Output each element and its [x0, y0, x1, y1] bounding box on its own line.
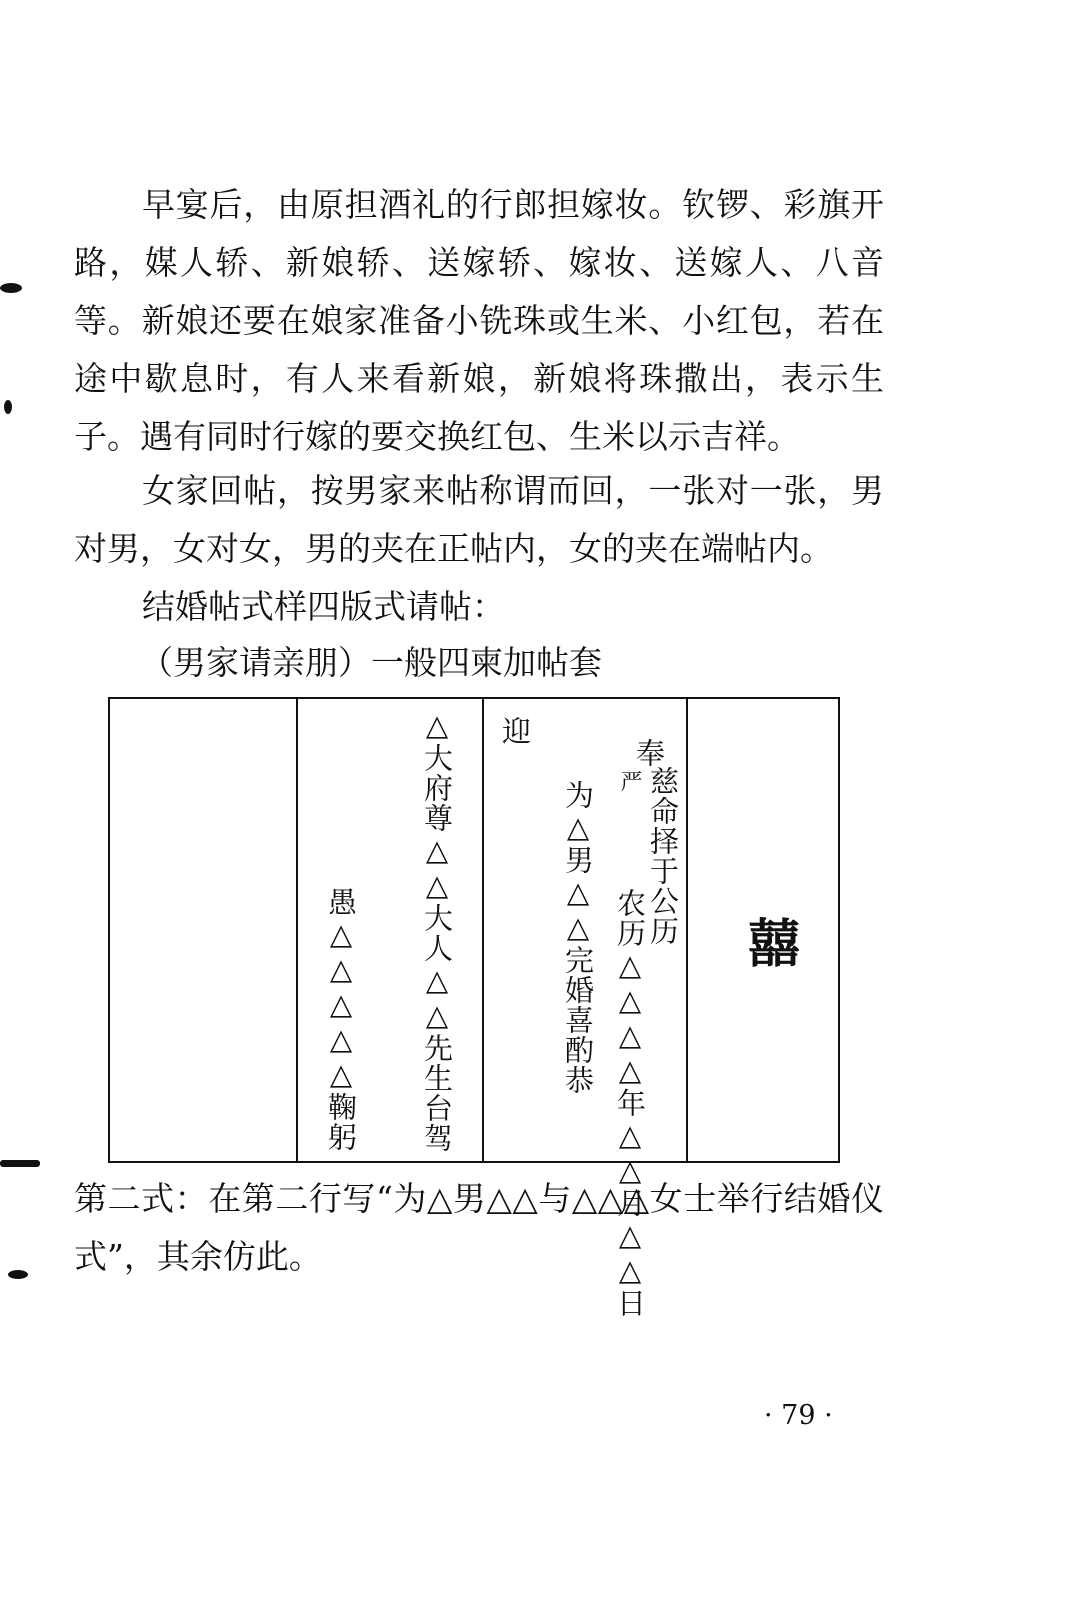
- paragraph-card-subheading: （男家请亲朋）一般四柬加帖套: [140, 643, 602, 682]
- card-divider: [482, 699, 484, 1161]
- card-column-guest: △大府尊△△大人△△先生台驾: [420, 708, 454, 1153]
- paragraph-wedding-procession: 早宴后，由原担酒礼的行郎担嫁妆。钦锣、彩旗开路，媒人轿、新娘轿、送嫁轿、嫁妆、送嫁人、八音等。新娘还要在娘家准备小铣珠或生米、小红包，若在途中歇息时，有人来看新娘，新娘将珠撒出，表示生子。遇有同时行嫁的要交换红包、生米以示吉祥。: [74, 185, 884, 456]
- paragraph-reply-card: 女家回帖，按男家来帖称谓而回，一张对一张，男对男，女对女，男的夹在正帖内，女的夹在端帖内。: [74, 471, 884, 568]
- scan-smudge: [0, 283, 22, 293]
- paragraph-card-style-heading: 结婚帖式样四版式请帖：: [142, 587, 505, 626]
- paragraph-second-style: 第二式：在第二行写“为△男△△与△△△女士举行结婚仪式”，其余仿此。: [74, 1179, 884, 1276]
- card-column-date-lunar: 农历△△△△年△△月△△日: [613, 888, 647, 1318]
- card-column-yan: 严: [617, 770, 642, 793]
- double-happiness-symbol: 囍: [748, 914, 801, 975]
- scan-smudge: [0, 1160, 40, 1167]
- card-column-welcome: 迎: [498, 716, 532, 746]
- card-column-feng: 奉: [632, 738, 666, 768]
- scan-smudge: [8, 1270, 28, 1279]
- card-column-date-western: 慈命择于公历: [646, 766, 680, 946]
- scan-smudge: [4, 400, 12, 414]
- invitation-card: [108, 697, 840, 1163]
- card-divider: [686, 699, 688, 1161]
- card-column-sender: 愚△△△△△鞠躬: [324, 887, 358, 1152]
- card-column-occasion: 为△男△△完婚喜酌恭: [561, 780, 595, 1095]
- page-number: · 79 ·: [764, 1400, 833, 1431]
- card-divider: [296, 699, 298, 1161]
